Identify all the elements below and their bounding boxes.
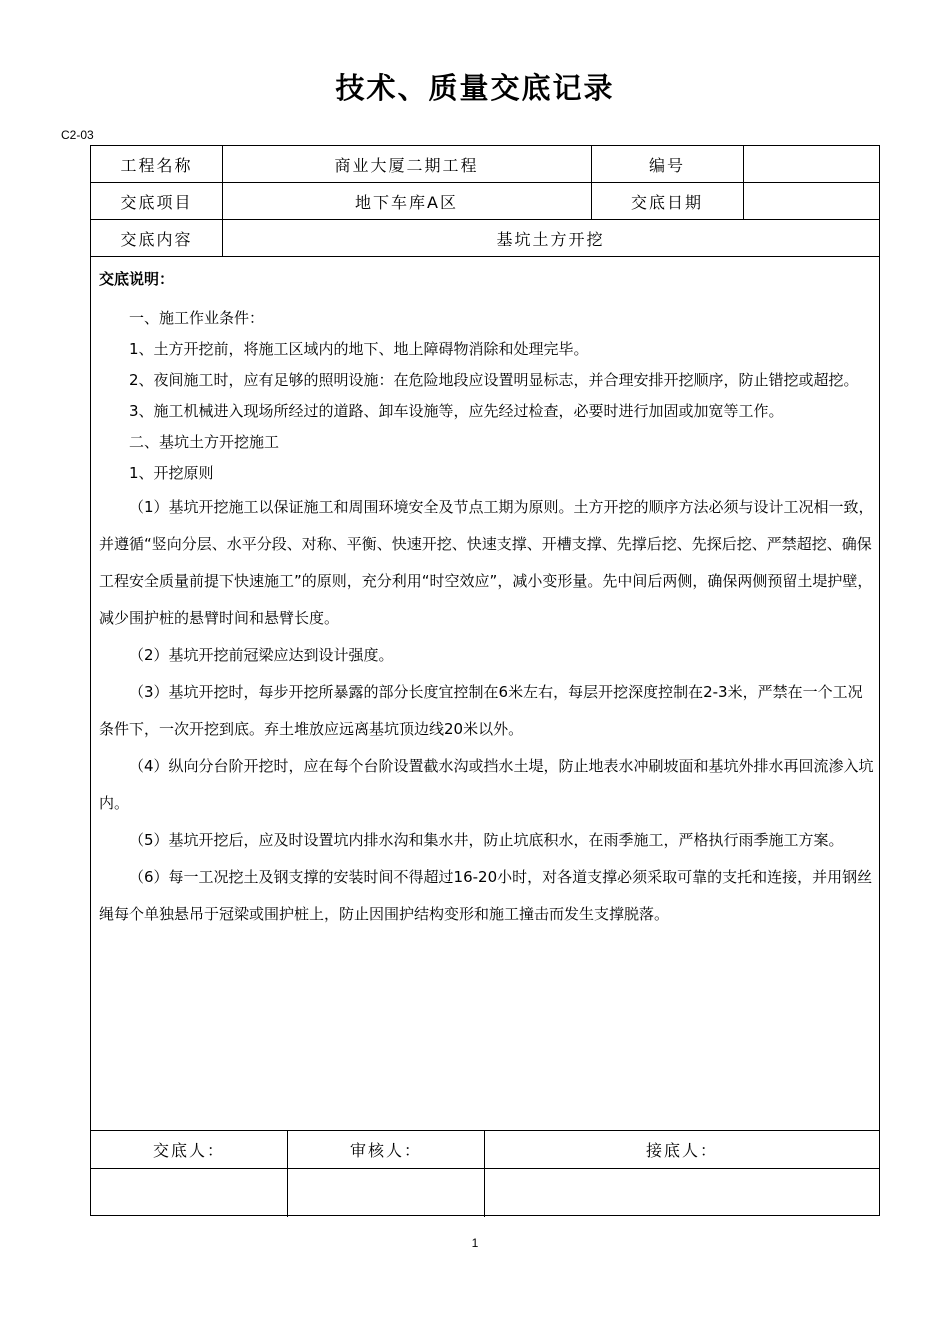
document-title: 技术、质量交底记录: [335, 71, 615, 105]
content-label: 交底内容: [120, 229, 193, 249]
disclosure-heading: 交底说明：: [99, 270, 175, 288]
disclosure-body: [99, 258, 875, 933]
paragraph: （2）基坑开挖前冠梁应达到设计强度。: [129, 646, 394, 664]
paragraph: （3）基坑开挖时，每步开挖所暴露的部分长度宜控制在6米左右，每层开挖深度控制在2-3米，严禁在一个工况条件下，一次开挖到底。弃土堆放应远离基坑顶边线20米以外。: [99, 683, 863, 738]
paragraph: 一、施工作业条件：: [129, 309, 265, 327]
reviewer-label: 审核人：: [349, 1141, 422, 1160]
date-value[interactable]: [743, 183, 879, 219]
number-label: 编号: [648, 155, 685, 175]
row-divider: [91, 256, 879, 257]
paragraph: 2、夜间施工时，应有足够的照明设施：在危险地段应设置明显标志，并合理安排开挖顺序，防止错挖或超挖。: [129, 371, 859, 389]
paragraph: （1）基坑开挖施工以保证施工和周围环境安全及节点工期为原则。土方开挖的顺序方法必须与设计工况相一致，并遵循“竖向分层、水平分段、对称、平衡、快速开挖、快速支撑、开槽支撑、先撑后挖、先探后挖、严禁超挖、确保工程安全质量前提下快速施工”的原则，充分利用“时空效应”，减小变形量。先中间后两侧，确保两侧预留土堤护壁，减少围护桩的悬臂时间和悬臂长度。: [99, 498, 874, 627]
paragraph: 1、土方开挖前，将施工区域内的地下、地上障碍物消除和处理完毕。: [129, 340, 589, 358]
form-code: C2-03: [61, 128, 94, 142]
discloser-label: 交底人：: [152, 1141, 225, 1160]
paragraph: 1、开挖原则: [129, 464, 214, 482]
date-label: 交底日期: [630, 192, 703, 212]
paragraph: （6）每一工况挖土及钢支撑的安装时间不得超过16-20小时，对各道支撑必须采取可靠的支托和连接，并用钢丝绳每个单独悬吊于冠梁或围护桩上，防止因围护结构变形和施工撞击而发生支撑脱落。: [99, 868, 873, 923]
paragraph: （5）基坑开挖后，应及时设置坑内排水沟和集水井，防止坑底积水，在雨季施工，严格执行雨季施工方案。: [129, 831, 844, 849]
discloser-signature-field[interactable]: [91, 1169, 287, 1215]
project-name-value[interactable]: 商业大厦二期工程: [334, 155, 479, 175]
content-value[interactable]: 基坑土方开挖: [496, 229, 605, 249]
paragraph: 3、施工机械进入现场所经过的道路、卸车设施等，应先经过检查，必要时进行加固或加宽等工作。: [129, 402, 784, 420]
paragraph: 二、基坑土方开挖施工: [129, 433, 280, 451]
paragraph: （4）纵向分台阶开挖时，应在每个台阶设置截水沟或挡水土堤，防止地表水冲刷坡面和基坑外排水再回流渗入坑内。: [99, 757, 874, 812]
reviewer-signature-field[interactable]: [288, 1169, 484, 1215]
receiver-signature-field[interactable]: [485, 1169, 879, 1215]
item-value[interactable]: 地下车库A区: [355, 192, 458, 212]
item-label: 交底项目: [120, 192, 193, 212]
project-name-label: 工程名称: [120, 155, 193, 175]
page-number: 1: [471, 1236, 479, 1250]
number-value[interactable]: [743, 146, 879, 182]
record-form: [90, 145, 880, 1216]
receiver-label: 接底人：: [645, 1141, 718, 1160]
